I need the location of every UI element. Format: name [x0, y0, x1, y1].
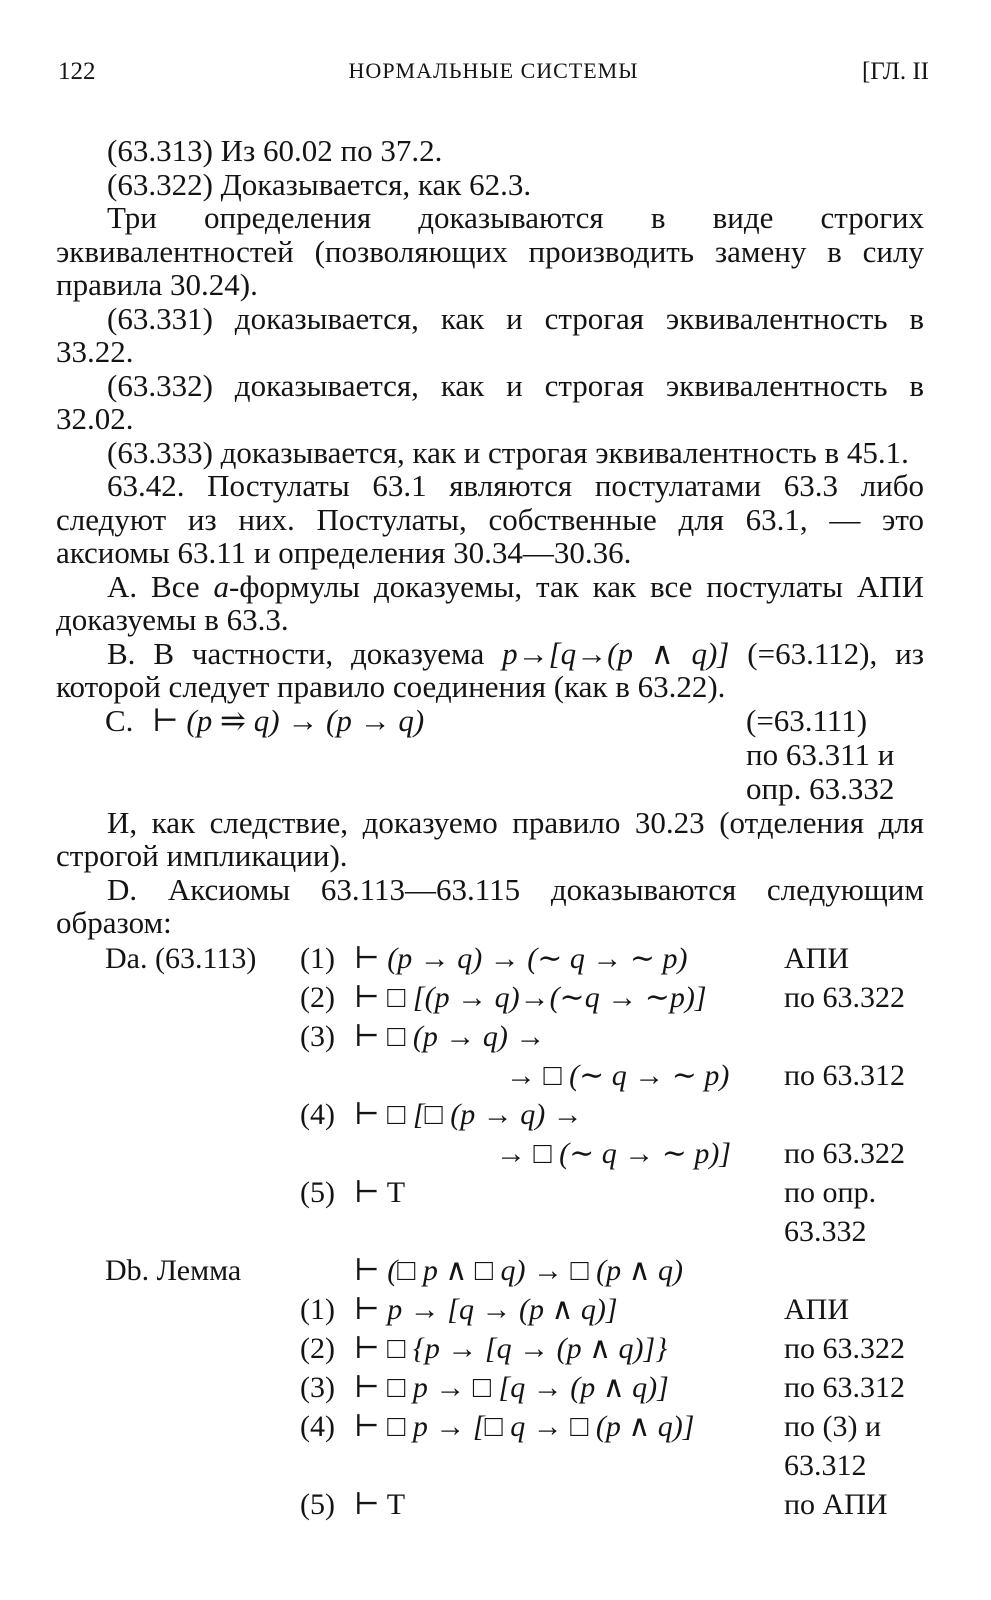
section-c-row-3 — [56, 772, 924, 806]
step-justification: по (3) и — [784, 1409, 882, 1443]
step-formula: ⊢ □ {p → [q → (p ∧ q)]} — [354, 1331, 668, 1365]
section-c-row-2 — [56, 738, 924, 772]
paragraph-b-math: p→[q→(p ∧ q)] — [502, 635, 730, 671]
derivation-a-row — [56, 981, 924, 1020]
step-number: (5) — [300, 1487, 335, 1521]
paragraph-definitions: Три определения доказываются в виде строгих эквивалентностей (позволяющих производить замену в силу правила 30.24). — [56, 200, 924, 302]
step-number: (4) — [300, 1409, 335, 1443]
derivation-a-row — [56, 1020, 924, 1059]
step-formula: ⊢ □ [□ (p → q) → — [354, 1097, 583, 1131]
step-formula-continuation: → □ (∼ q → ∼ p) — [506, 1058, 730, 1092]
step-justification: по АПИ — [784, 1487, 888, 1521]
derivation-a-row — [56, 1215, 924, 1254]
derivation-a-row — [56, 942, 924, 981]
step-number: (2) — [300, 980, 335, 1014]
step-number: (4) — [300, 1097, 335, 1131]
step-justification: по 63.322 — [784, 980, 906, 1014]
page-body — [56, 134, 924, 1527]
section-c-formula: ⊢ (p ⥤ q) → (p → q) — [152, 702, 425, 738]
step-formula: ⊢ □ p → □ [q → (p ∧ q)] — [354, 1370, 669, 1404]
step-justification: по опр. — [784, 1175, 877, 1209]
step-justification: по 63.312 — [784, 1370, 906, 1404]
paragraph-d: D. Аксиомы 63.113—63.115 доказываются следующим образом: — [56, 871, 924, 940]
derivation-b-row — [56, 1488, 924, 1527]
paragraph-consequence: И, как следствие, доказуемо правило 30.23 (отделения для строгой импликации). — [56, 804, 924, 873]
step-justification: АПИ — [784, 941, 849, 975]
step-formula: ⊢ T — [354, 1487, 406, 1521]
step-number: (3) — [300, 1370, 335, 1404]
paragraph-a — [56, 570, 924, 637]
paragraph-63-322: (63.322) Доказывается, как 62.3. — [107, 166, 532, 202]
paragraph-63-313: (63.313) Из 60.02 по 37.2. — [107, 133, 443, 168]
step-justification: по 63.312 — [784, 1058, 906, 1092]
derivation-b-row — [56, 1293, 924, 1332]
derivation-a-row — [56, 1137, 924, 1176]
derivation-b-label: Db. Лемма — [105, 1253, 242, 1287]
step-justification: 63.332 — [784, 1214, 867, 1248]
paragraph-63-42: 63.42. Постулаты 63.1 являются постулатами 63.3 либо следуют из них. Постулаты, собственные для 63.1, — это аксиомы 63.11 и определения 30.34—30.36. — [56, 468, 924, 570]
section-c-just-2: по 63.311 и — [746, 736, 895, 772]
step-justification: АПИ — [784, 1292, 849, 1326]
derivation-a — [56, 942, 924, 1254]
step-number: (1) — [300, 1292, 335, 1326]
page-number: 122 — [58, 58, 96, 85]
paragraph-b-rest: (=63.112), из которой следует правило соединения (как в 63.22). — [56, 635, 924, 704]
section-c — [56, 704, 924, 806]
derivation-a-row — [56, 1176, 924, 1215]
step-number: (2) — [300, 1331, 335, 1365]
section-c-row-1 — [56, 704, 924, 738]
paragraph-63-332: (63.332) доказывается, как и строгая эквивалентность в 32.02. — [56, 367, 924, 436]
paragraph-b-lead: B. В частности, доказуема — [107, 635, 503, 671]
paragraph-63-331: (63.331) доказывается, как и строгая эквивалентность в 33.22. — [56, 300, 924, 369]
lemma-formula: ⊢ (□ p ∧ □ q) → □ (p ∧ q) — [354, 1253, 684, 1287]
derivation-b-row — [56, 1332, 924, 1371]
chapter-marker: [ГЛ. II — [861, 58, 929, 85]
step-number: (3) — [300, 1019, 335, 1053]
section-c-just-3: опр. 63.332 — [746, 770, 895, 806]
step-formula: ⊢ □ p → [□ q → □ (p ∧ q)] — [354, 1409, 695, 1443]
step-justification: по 63.322 — [784, 1331, 906, 1365]
step-formula: ⊢ T — [354, 1175, 406, 1209]
section-c-just-1: (=63.111) — [746, 702, 868, 738]
derivation-b — [56, 1254, 924, 1527]
paragraph-a-lead: A. Все — [107, 568, 214, 604]
step-justification: 63.312 — [784, 1448, 867, 1482]
derivation-a-label: Da. (63.113) — [105, 941, 257, 975]
derivation-a-row — [56, 1059, 924, 1098]
step-formula: ⊢ □ [(p → q)→(∼q → ∼p)] — [354, 980, 707, 1014]
section-c-label: C. — [105, 702, 134, 738]
step-formula: ⊢ p → [q → (p ∧ q)] — [354, 1292, 618, 1326]
paragraph-b — [56, 637, 924, 704]
page-header — [58, 58, 929, 94]
step-justification: по 63.322 — [784, 1136, 906, 1170]
step-formula-continuation: → □ (∼ q → ∼ p)] — [496, 1136, 732, 1170]
derivation-b-row — [56, 1410, 924, 1449]
step-formula: ⊢ (p → q) → (∼ q → ∼ p) — [354, 941, 688, 975]
derivation-b-row — [56, 1371, 924, 1410]
paragraph-a-math: a — [213, 568, 229, 604]
step-formula: ⊢ □ (p → q) → — [354, 1019, 546, 1053]
running-title: НОРМАЛЬНЫЕ СИСТЕМЫ — [348, 58, 639, 83]
derivation-b-lemma-row — [56, 1254, 924, 1293]
paragraph-63-333: (63.333) доказывается, как и строгая эквивалентность в 45.1. — [107, 434, 909, 470]
step-number: (1) — [300, 941, 335, 975]
paragraph-a-rest: -формулы доказуемы, так как все постулаты АПИ доказуемы в 63.3. — [56, 568, 924, 637]
derivation-a-row — [56, 1098, 924, 1137]
derivation-b-row — [56, 1449, 924, 1488]
step-number: (5) — [300, 1175, 335, 1209]
